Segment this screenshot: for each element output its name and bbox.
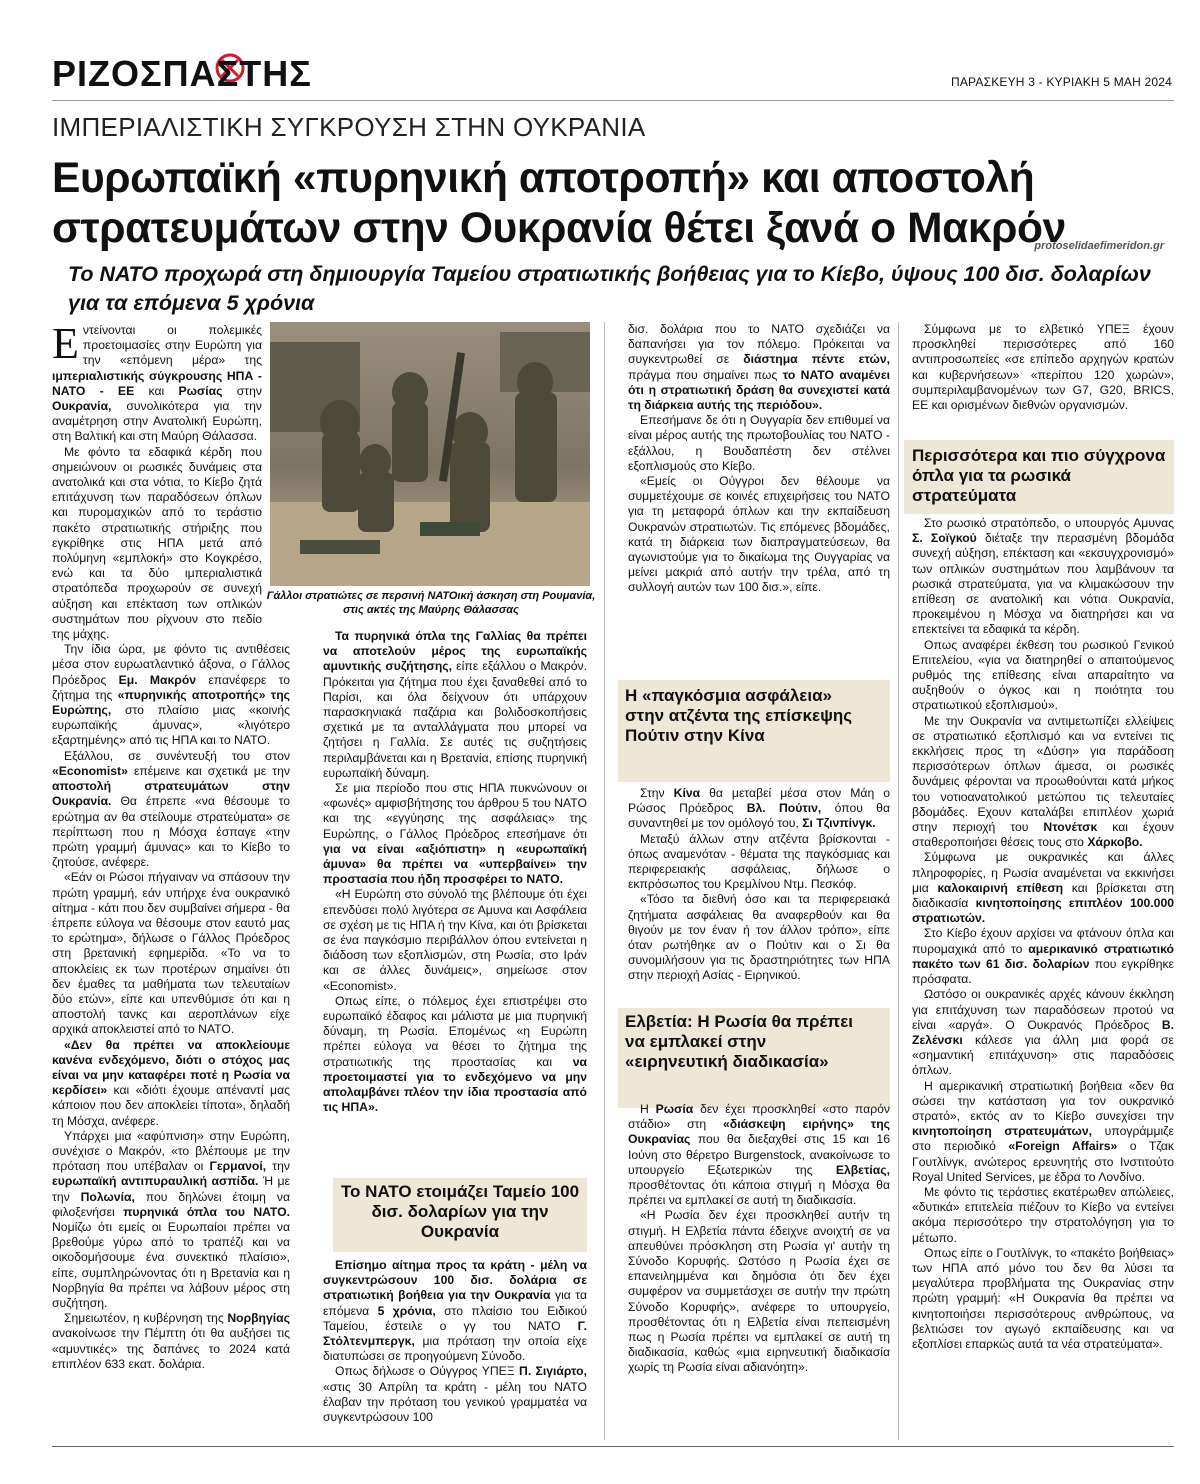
footer-rule (52, 1446, 1174, 1447)
subsection-title-swiss: Ελβετία: Η Ρωσία θα πρέπει να εμπλακεί στην «ειρηνευτική διαδικασία» (625, 1012, 853, 1071)
article-column-3: δισ. δολάρια που το ΝΑΤΟ σχεδιάζει να δαπανήσει για τον πόλεμο. Πρόκειται να συγκεντρωθεί σε διάστημα πέντε ετών, πράγμα που σημαίνει πως το ΝΑΤΟ αναμένει ότι η στρατιωτική δράση θα συνεχιστεί κατά τη διάρκεια αυτής της περιόδου». Επεσήμανε δε ότι η Ουγγαρία δεν επιθυμεί να είναι μέρος αυτής της πρωτοβουλίας του ΝΑΤΟ - εξάλλου, η Βουδαπέστη δεν στέλνει εξοπλισμούς στο Κίεβο. «Εμείς οι Ούγγροι δεν θέλουμε να συμμετέχουμε σε κοινές επιχειρήσεις του ΝΑΤΟ για τη μεταφορά όπλων και την εκπαίδευση Ουκρανών στρατιωτών. Τις επόμενες βδομάδες, κατά τη διάρκεια των διαπραγματεύσεων, θα αγωνιστούμε για το δικαίωμα της Ουγγαρίας να μείνει μακριά από αυτήν την τρέλα, από τη συλλογή αυτών των 100 δισ.», είπε. (628, 322, 891, 595)
headline: Ευρωπαϊκή «πυρηνική αποτροπή» και αποστολή στρατευμάτων στην Ουκρανία θέτει ξανά ο Μακρόν (52, 155, 1066, 252)
subsection-title-weapons: Περισσότερα και πιο σύγχρονα όπλα για τα ρωσικά στρατεύματα (912, 446, 1166, 505)
subsection-title-nato-fund: Το ΝΑΤΟ ετοιμάζει Ταμείο 100 δισ. δολαρίων για την Ουκρανία (340, 1182, 580, 1241)
topic-kicker: ΙΜΠΕΡΙΑΛΙΣΤΙΚΗ ΣΥΓΚΡΟΥΣΗ ΣΤΗΝ ΟΥΚΡΑΝΙΑ (52, 112, 646, 142)
article-swiss: Η Ρωσία δεν έχει προσκληθεί «στο παρόν στάδιο» στη «διάσκεψη ειρήνης» της Ουκρανίας που θα διεξαχθεί στις 15 και 16 Ιούνη στο θέρετρο Burgenstock, ανακοίνωσε το υπουργείο Εξωτερικών της Ελβετίας, προσθέτοντας ότι κάποια στιγμή η Μόσχα θα πρέπει να εμπλακεί σε αυτή τη διαδικασία. «Η Ρωσία δεν έχει προσκληθεί αυτήν τη στιγμή. Η Ελβετία πάντα έδειχνε ανοιχτή σε να απευθύνει πρόσκληση στη Ρωσία γι' αυτήν τη Σύνοδο Κορυφής. Ωστόσο η Ρωσία έχει σε επανειλημμένα και δημόσια ότι δεν έχει συμφέρον να συμμετάσχει σε αυτήν την πρώτη Σύνοδο Κορυφής», ανέφερε το υπουργείο, προσθέτοντας ότι η Ελβετία είναι πεπεισμένη πως η Ρωσία πρέπει να εμπλακεί σε αυτή τη διαδικασία, καθώς «μια ειρηνευτική διαδικασία χωρίς τη Ρωσία είναι αδιανόητη». (628, 1102, 890, 1375)
subheadline: Το ΝΑΤΟ προχωρά στη δημιουργία Ταμείου στρατιωτικής βοήθειας για το Κίεβο, ύψους 100 δισ. δολαρίων για τα επόμενα 5 χρόνια (68, 262, 1151, 315)
column-divider (604, 322, 605, 1440)
dateline: ΠΑΡΑΣΚΕΥΗ 3 - ΚΥΡΙΑΚΗ 5 ΜΑΗ 2024 (950, 75, 1172, 89)
header-rule (52, 100, 1174, 101)
column-divider (898, 322, 899, 1440)
subsection-title-putin-china: Η «παγκόσμια ασφάλεια» στην ατζέντα της επίσκεψης Πούτιν στην Κίνα (625, 686, 853, 745)
news-photo (270, 322, 590, 586)
article-column-1: Εντείνονται οι πολεμικές προετοιμασίες στην Ευρώπη για την «επόμενη μέρα» της ιμπεριαλιστικής σύγκρουσης ΗΠΑ - ΝΑΤΟ - ΕΕ και Ρωσίας στην Ουκρανία, συνολικότερα για την αναμέτρηση στην Ανατολική Ευρώπη, στη Βαλτική και στη Μαύρη Θάλασσα. Με φόντο τα εδαφικά κέρδη που σημειώνουν οι ρωσικές δυνάμεις στα ανατολικά και στα νότια, το Κίεβο ζητά επιτάχυνση των παραδόσεων όπλων και πυρομαχικών από το τεράστιο πακέτο στρατιωτικής στήριξης που εγκρίθηκε στις ΗΠΑ μετά από πολύμηνη «εμπλοκή» στο Κογκρέσο, ενώ και τα δύο ιμπεριαλιστικά στρατόπεδα προχωρούν σε συνεχή αύξηση και επέκταση των οπλικών συστημάτων που ρίχνουν στο πεδίο της μάχης. Την ίδια ώρα, με φόντο τις αντιθέσεις μέσα στον ευρωατλαντικό άξονα, ο Γάλλος Πρόεδρος Εμ. Μακρόν επανέφερε το ζήτημα της «πυρηνικής αποτροπής» της Ευρώπης, στο πλαίσιο μιας «κοινής ευρωπαϊκής άμυνας», «λιγότερο εξαρτημένης» από τις ΗΠΑ και το ΝΑΤΟ. Εξάλλου, σε συνέντευξή του στον «Economist» επέμεινε και σχετικά με την αποστολή στρατευμάτων στην Ουκρανία. Θα έπρεπε «να θέσουμε το ερώτημα αν θα στείλουμε στρατεύματα» σε περίπτωση που η Μόσχα έσπαγε «την πρώτη γραμμή άμυνας» και το Κίεβο το ζητούσε, ανέφερε. «Εάν οι Ρώσοι πήγαιναν να σπάσουν την πρώτη γραμμή, εάν υπήρχε ένα ουκρανικό αίτημα - κάτι που δεν συμβαίνει σήμερα - θα έπρεπε εύλογα να θέσουμε στον εαυτό μας το ερώτημα», δήλωσε ο Γάλλος Πρόεδρος στη βρετανική εφημερίδα. «Το να το αποκλείεις εκ των προτέρων σημαίνει ότι δεν έμαθες τα μαθήματα των τελευταίων δύο ετών», είπε και υπενθύμισε ότι και η αποστολή τανκς και αεροπλάνων είχε αρχικά αποκλειστεί από το ΝΑΤΟ. «Δεν θα πρέπει να αποκλείουμε κανένα ενδεχόμενο, διότι ο στόχος μας είναι να μην καταφέρει ποτέ η Ρωσία να κερδίσει» και «διότι έχουμε απέναντί μας κάποιον που δεν αποκλείει τίποτα», δηλαδή τη Μόσχα, ανέφερε. Υπάρχει μια «αφύπνιση» στην Ευρώπη, συνέχισε ο Μακρόν, «το βλέπουμε με την πρόταση που υπέβαλαν οι Γερμανοί, την ευρωπαϊκή αντιπυραυλική ασπίδα. Ή με την Πολωνία, που δηλώνει έτοιμη να φιλοξενήσει πυρηνικά όπλα του ΝΑΤΟ. Νομίζω ότι εμείς οι Ευρωπαίοι πρέπει να βρεθούμε γύρω από το τραπέζι και να οικοδομήσουμε ένα συνεκτικό πλαίσιο», είπε, συμπληρώνοντας ότι η Βρετανία και η Νορβηγία θα πρέπει να λάβουν μέρος στη συζήτηση. Σημειωτέον, η κυβέρνηση της Νορβηγίας ανακοίνωσε την Πέμπτη ότι θα αυξήσει τις «αμυντικές» της δαπάνες το 2024 κατά επιπλέον 633 εκατ. δολάρια. (52, 319, 291, 1371)
masthead-logo (52, 50, 312, 92)
photo-caption: Γάλλοι στρατιώτες σε περσινή ΝΑΤΟική άσκηση στη Ρουμανία, στις ακτές της Μαύρης Θάλασσας (266, 590, 596, 616)
article-nato-fund: Επίσημο αίτημα προς τα κράτη - μέλη να συγκεντρώσουν 100 δισ. δολάρια σε στρατιωτική βοήθεια για την Ουκρανία για τα επόμενα 5 χρόνια, στο πλαίσιο του Ειδικού Ταμείου, έστειλε ο γγ του ΝΑΤΟ Γ. Στόλτενμπεργκ, μια πρόταση την οποία είχε διατυπώσει σε προηγούμενη Σύνοδο. Οπως δήλωσε ο Ούγγρος ΥΠΕΞ Π. Σιγιάρτο, «στις 30 Απρίλη τα κράτη - μέλη του ΝΑΤΟ έλαβαν την πρόταση του γενικού γραμματέα να συγκεντρώσουν 100 (323, 1258, 587, 1425)
article-putin-china: Στην Κίνα θα μεταβεί μέσα στον Μάη ο Ρώσος Πρόεδρος Βλ. Πούτιν, όπου θα συναντηθεί με τον ομόλογό του, Σι Τζινπίνγκ. Μεταξύ άλλων στην ατζέντα βρίσκονται - όπως αναμενόταν - θέματα της παγκόσμιας και περιφερειακής ασφάλειας, δήλωσε ο εκπρόσωπος του Κρεμλίνου Ντμ. Πεσκόφ. «Τόσο τα διεθνή όσο και τα περιφερειακά ζητήματα ασφάλειας θα αναφερθούν και θα θιγούν με τον έναν ή τον άλλον τρόπο», είπε όταν ρωτήθηκε αν ο Πούτιν και ο Σι θα συνομιλήσουν για τις δραστηριότητες των ΗΠΑ στην περιοχή Ασίας - Ειρηνικού. (628, 786, 890, 983)
article-weapons: Στο ρωσικό στρατόπεδο, ο υπουργός Αμυνας Σ. Σοϊγκού διέταξε την περασμένη βδομάδα συνεχή αύξηση, επέκταση και «εκσυγχρονισμό» των οπλικών συστημάτων που λαμβάνουν τα ρωσικά στρατεύματα, για να κλιμακώσουν την επίθεση σε ανατολική και νότια Ουκρανία, προκειμένου η Μόσχα να διατηρήσει και να επεκτείνει τα εδαφικά τα κέρδη. Οπως αναφέρει έκθεση του ρωσικού Γενικού Επιτελείου, «για να διατηρηθεί ο απαιτούμενος ρυθμός της επίθεσης είναι απαραίτητο να αυξηθούν ο όγκος και η ποιότητα του στρατιωτικού εξοπλισμού». Με την Ουκρανία να αντιμετωπίζει ελλείψεις σε στρατιωτικό εξοπλισμό και να εντείνει τις εκκλήσεις προς τη «Δύση» για παράδοση περισσότερων όπλων άμεσα, οι ρωσικές δυνάμεις φέρονται να προωθούνται κατά μήκος του νοτιοανατολικού μετώπου τις τελευταίες βδομάδες. Εχουν καταλάβει επιπλέον χωριά στην περιοχή του Ντονέτσκ και έχουν σταθεροποιήσει θέσεις τους στο Χάρκοβο. Σύμφωνα με ουκρανικές και άλλες πληροφορίες, η Ρωσία αναμένεται να εκκινήσει μια καλοκαιρινή επίθεση και βρίσκεται στη διαδικασία κινητοποίησης επιπλέον 100.000 στρατιωτών. Στο Κίεβο έχουν αρχίσει να φτάνουν όπλα και πυρομαχικά από το αμερικανικό στρατιωτικό πακέτο των 61 δισ. δολαρίων που εγκρίθηκε πρόσφατα. Ωστόσο οι ουκρανικές αρχές κάνουν έκκληση για επιτάχυνση των παραδόσεων προτού να είναι «αργά». Ο Ουκρανός Πρόεδρος Β. Ζελένσκι κάλεσε για άλλη μια φορά σε «σημαντική επιτάχυνση» στις παραδόσεις όπλων. Η αμερικανική στρατιωτική βοήθεια «δεν θα σώσει την κατάσταση για τον ουκρανικό στρατό», εκτός αν το Κίεβο συνεχίσει την κινητοποίηση στρατευμάτων, υπογράμμιζε στο περιοδικό «Foreign Affairs» ο Τζακ Γουτλίνγκ, ανώτερος ερευνητής στο Ινστιτούτο Royal United Services, με έδρα το Λονδίνο. Με φόντο τις τεράστιες εκατέρωθεν απώλειες, «δυτικά» επιτελεία πιέζουν το Κίεβο να εντείνει ακόμα περισσότερο την στρατολόγηση για το μέτωπο. Οπως είπε ο Γουτλίνγκ, το «πακέτο βοήθειας» των ΗΠΑ από μόνο του δεν θα λύσει τα μεγαλύτερα προβλήματα της Ουκρανίας στην πρώτη γραμμή: «Η Ουκρανία θα πρέπει να κινητοποιήσει περισσότερους ανθρώπους, να βελτιώσει τον αγωγό εκπαίδευσης και να εξοπλίσει επαρκώς αυτά τα νέα στρατεύματα». (912, 516, 1175, 1351)
article-column-4: Σύμφωνα με το ελβετικό ΥΠΕΞ έχουν προσκληθεί περισσότερες από 160 αντιπροσωπείες «σε επίπεδο αρχηγών κρατών και κυβερνήσεων» «περίπου 120 χωρών», συμπεριλαμβανομένων των G7, G20, BRICS, ΕΕ και ορισμένων διεθνών οργανισμών. (912, 322, 1174, 413)
article-column-2: Τα πυρηνικά όπλα της Γαλλίας θα πρέπει να αποτελούν μέρος της ευρωπαϊκής αμυντικής συζήτησης, είπε εξάλλου ο Μακρόν. Πρόκειται για ζήτημα που έχει ξαναθεθεί από το Παρίσι, και όλα δείχνουν ότι υπάρχουν παρασκηνιακά παζάρια και βολιδοσκοπήσεις σχετικά με τα ανταλλάγματα που μπορεί να ζητήσει η Γαλλία. Σε αυτές τις συζητήσεις περιλαμβάνεται και η Βρετανία, επίσης πυρηνική ευρωπαϊκή δύναμη. Σε μια περίοδο που στις ΗΠΑ πυκνώνουν οι «φωνές» αμφισβήτησης του άρθρου 5 του ΝΑΤΟ και της «εγγύησης της ασφάλειας» της Ευρώπης, ο Γάλλος Πρόεδρος επεσήμανε ότι για να είναι «αξιόπιστη» η «ευρωπαϊκή άμυνα» θα πρέπει να «υπερβαίνει» την προστασία που ήδη προσφέρει το ΝΑΤΟ. «Η Ευρώπη στο σύνολό της βλέπουμε ότι έχει επενδύσει πολύ λιγότερα σε Αμυνα και Ασφάλεια σε σχέση με τις ΗΠΑ ή την Κίνα, και ότι βρίσκεται σε ένα παγκόσμιο περιβάλλον όπου εντείνεται η διάδοση των εξοπλισμών, στη Ρωσία, στο Ιράν και σε άλλες δυνάμεις», σημείωσε στον «Economist». Οπως είπε, ο πόλεμος έχει επιστρέψει στο ευρωπαϊκό έδαφος και μάλιστα με μια πυρηνική δύναμη, τη Ρωσία. Επομένως «η Ευρώπη πρέπει εύλογα να θέσει το ζήτημα της στρατιωτικής της προστασίας και να προετοιμαστεί για το ενδεχόμενο να μην απολαμβάνει πλέον την ίδια προστασία από τις ΗΠΑ». (323, 629, 588, 1115)
masthead-title: ΡΙΖΟΣΠΑΣΤΗΣ (52, 53, 312, 92)
source-credit: protoselidaefimeridon.gr (1034, 240, 1164, 252)
